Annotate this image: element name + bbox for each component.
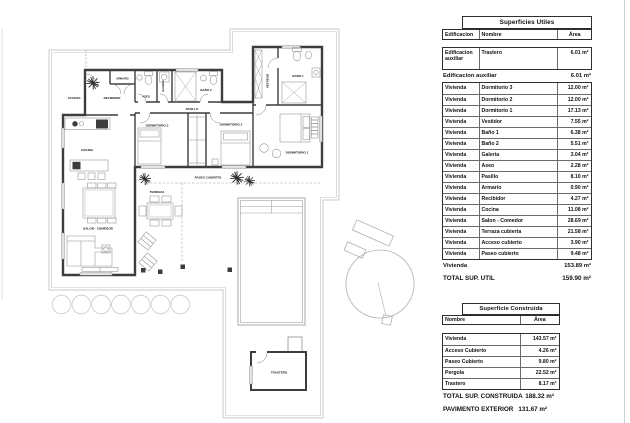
- table-row: [443, 215, 591, 226]
- room-label-bano1: BAÑO 1: [292, 74, 304, 78]
- cell-area: 12.00 m²: [557, 95, 591, 105]
- cell-area: 8.10 m²: [557, 172, 591, 182]
- table-row: [443, 367, 559, 378]
- hedge-circles: [52, 295, 189, 314]
- pergola-dashes: [150, 183, 322, 263]
- cell-edificacion: Vivienda: [445, 217, 467, 224]
- utiles-header-row: [442, 29, 592, 40]
- cell-area: 28.69 m²: [557, 216, 591, 226]
- construida-header-nombre: Nombre: [445, 317, 466, 323]
- table-row: [443, 83, 591, 94]
- cell-nombre: Acceso cubierto: [479, 238, 558, 248]
- total-construida-area: 188.32 m²: [525, 393, 554, 400]
- cell-area: 6.38 m²: [557, 128, 591, 138]
- construida-title: Superficie Construida: [462, 303, 560, 315]
- cell-nombre: Paseo cubierto: [479, 249, 558, 259]
- cell-nombre: Cocina: [479, 205, 558, 215]
- table-row: [443, 237, 591, 248]
- construida-header-row: [442, 315, 560, 326]
- utiles-main-box: [442, 82, 592, 260]
- cell-area: 0.90 m²: [557, 183, 591, 193]
- construida-box: [442, 333, 560, 390]
- table-row: [443, 116, 591, 127]
- table-row: [443, 204, 591, 215]
- swimming-pool: [238, 198, 305, 325]
- cell-edificacion: Vivienda: [445, 151, 467, 158]
- room-label-vestidor: VESTIDOR: [265, 73, 270, 89]
- utiles-title: Superficies Utiles: [462, 16, 592, 29]
- cell-area: 2.28 m²: [557, 161, 591, 171]
- sheet-right-line: [624, 0, 625, 423]
- table-row: [443, 193, 591, 204]
- cell-edificacion: Vivienda: [445, 84, 467, 91]
- cell-area: 17.13 m²: [557, 106, 591, 116]
- table-row: [443, 138, 591, 149]
- cell-nombre: Acceso Cubierto: [445, 347, 487, 354]
- cell-nombre: Terraza cubierta: [479, 227, 558, 237]
- table-row: [443, 48, 591, 69]
- cell-nombre: Pasillo: [479, 172, 558, 182]
- cell-area: 9.80 m²: [520, 357, 559, 367]
- cell-edificacion: Vivienda: [445, 129, 467, 136]
- cell-nombre: Dormitorio 1: [479, 106, 558, 116]
- cell-nombre: Pergola: [445, 369, 465, 376]
- room-label-acceso: ACCESO: [67, 96, 81, 100]
- table-row: [443, 356, 559, 367]
- cell-area: 5.51 m²: [557, 139, 591, 149]
- pavimento-label: PAVIMENTO EXTERIOR: [443, 406, 514, 413]
- vivienda-total-area: 153.89 m²: [564, 263, 591, 269]
- cell-nombre: Paseo Cubierto: [445, 358, 484, 365]
- cell-area: 22.52 m²: [520, 368, 559, 378]
- construida-header-area: Área: [520, 316, 559, 325]
- trastero-building: [250, 337, 306, 390]
- utiles-header-area: Área: [557, 30, 591, 39]
- table-row: [443, 171, 591, 182]
- table-row: [443, 334, 559, 345]
- room-label-salon-comedor: SALON - COMEDOR: [83, 226, 113, 231]
- room-label-armario: ARMARIO: [116, 77, 129, 81]
- cell-area: 3.04 m²: [557, 150, 591, 160]
- table-row: [443, 182, 591, 193]
- room-label-dormitorio2: DORMITORIO 2: [219, 122, 243, 127]
- cell-edificacion: Vivienda: [445, 206, 467, 213]
- cell-area: 143.57 m²: [520, 334, 559, 345]
- utiles-aux-box: [442, 47, 592, 70]
- cell-edificacion: Vivienda: [445, 140, 467, 147]
- total-util-label: TOTAL SUP. UTIL: [443, 275, 495, 282]
- utiles-vivienda-total: [442, 260, 592, 272]
- cell-edificacion: Vivienda: [445, 250, 467, 257]
- pavimento-exterior-line: [443, 406, 547, 413]
- room-label-dormitorio3: DORMITORIO 3: [145, 123, 169, 128]
- cell-edificacion: Vivienda: [445, 118, 467, 125]
- cell-area: 9.48 m²: [557, 249, 591, 259]
- cell-edificacion: Edificacion auxiliar: [445, 49, 473, 62]
- cell-area: 7.55 m²: [557, 117, 591, 127]
- cell-nombre: Salon - Comedor: [479, 216, 558, 226]
- cell-nombre: Trastero: [445, 380, 466, 387]
- table-row: [443, 160, 591, 171]
- pergola-columns: [141, 265, 232, 275]
- room-label-pasillo: PASILLO: [185, 107, 199, 111]
- cell-area: 4.27 m²: [557, 194, 591, 204]
- cell-nombre: Vestidor: [479, 117, 558, 127]
- superficies-utiles-table: [442, 16, 592, 285]
- room-label-trastero: TRASTERO: [270, 370, 288, 375]
- cell-nombre: Aseo: [479, 161, 558, 171]
- cell-nombre: Armario: [479, 183, 558, 193]
- cell-nombre: Vivienda: [445, 335, 467, 342]
- utiles-aux-total: [442, 70, 592, 82]
- cell-area: 6.01 m²: [557, 48, 591, 69]
- cell-edificacion: Vivienda: [445, 195, 467, 202]
- utiles-header-nombre: Nombre: [479, 30, 558, 39]
- cell-edificacion: Vivienda: [445, 228, 467, 235]
- table-row: [443, 226, 591, 237]
- cell-nombre: Galeria: [479, 150, 558, 160]
- table-row: [443, 378, 559, 389]
- cell-area: 3.90 m²: [557, 238, 591, 248]
- cell-area: 12.00 m²: [557, 83, 591, 94]
- cell-nombre: Trastero: [479, 48, 558, 69]
- cell-nombre: Recibidor: [479, 194, 558, 204]
- room-label-dormitorio1: DORMITORIO 1: [285, 150, 309, 155]
- cell-area: 11.08 m²: [557, 205, 591, 215]
- house-outline: [63, 47, 322, 275]
- aux-total-area: 6.01 m²: [570, 73, 591, 79]
- cell-edificacion: Vivienda: [445, 239, 467, 246]
- table-row: [443, 248, 591, 259]
- cell-edificacion: Vivienda: [445, 96, 467, 103]
- round-feature: [344, 220, 414, 325]
- table-row: [443, 127, 591, 138]
- utiles-header-edificacion: Edificacion: [445, 31, 474, 38]
- room-label-recibidor: RECIBIDOR: [103, 96, 121, 100]
- superficie-construida-table: [442, 303, 560, 403]
- room-label-galeria: GALERIA: [162, 80, 165, 92]
- table-row: [443, 149, 591, 160]
- construida-grand-total: [442, 390, 555, 403]
- cell-edificacion: Vivienda: [445, 162, 467, 169]
- vivienda-total-label: Vivienda: [443, 263, 468, 269]
- room-label-aseo: ASEO: [142, 95, 150, 99]
- cell-nombre: Baño 1: [479, 128, 558, 138]
- room-label-terraza: TERRAZA: [149, 190, 165, 194]
- cell-edificacion: Vivienda: [445, 184, 467, 191]
- cell-area: 8.17 m²: [520, 379, 559, 389]
- cell-edificacion: Vivienda: [445, 173, 467, 180]
- total-util-area: 159.90 m²: [562, 275, 591, 282]
- table-row: [443, 345, 559, 356]
- total-construida-label: TOTAL SUP. CONSTRUIDA: [443, 393, 523, 400]
- cell-area: 21.58 m²: [557, 227, 591, 237]
- utiles-grand-total: [442, 272, 592, 285]
- room-label-bano2: BAÑO 2: [200, 88, 212, 92]
- cell-nombre: Baño 2: [479, 139, 558, 149]
- cell-nombre: Dormitorio 3: [479, 83, 558, 94]
- pavimento-area: 131.67 m²: [518, 406, 548, 413]
- table-row: [443, 105, 591, 116]
- cell-nombre: Dormitorio 2: [479, 95, 558, 105]
- room-label-cocina: COCINA: [80, 148, 94, 152]
- aux-total-label: Edificacion auxiliar: [443, 73, 497, 79]
- room-label-paseo-cubierto: PASEO CUBIERTO: [194, 175, 222, 180]
- cell-area: 4.26 m²: [520, 346, 559, 356]
- cell-edificacion: Vivienda: [445, 107, 467, 114]
- table-row: [443, 94, 591, 105]
